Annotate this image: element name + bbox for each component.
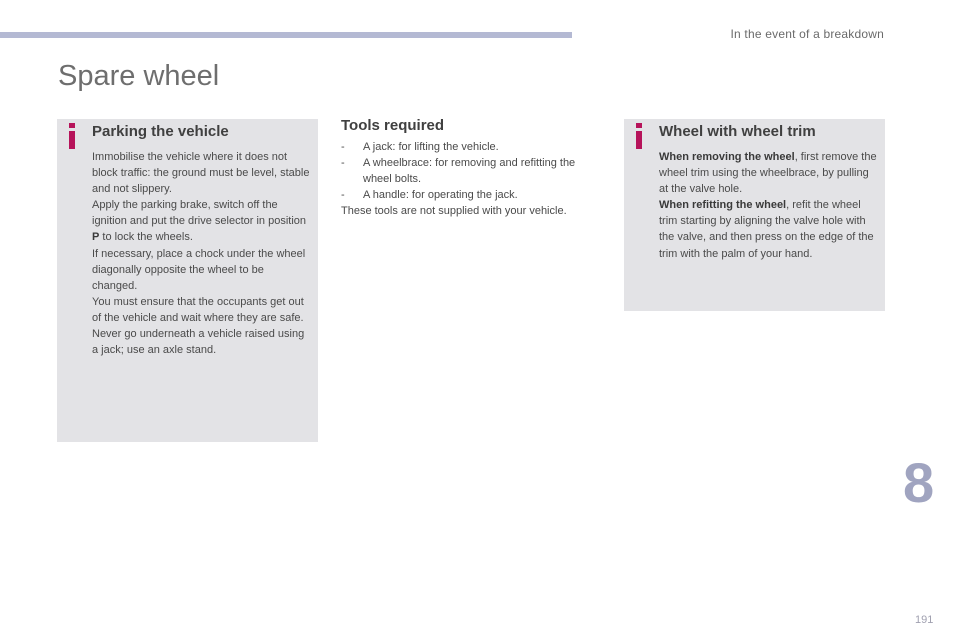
wheel-trim-heading: Wheel with wheel trim — [659, 123, 816, 140]
wheel-trim-info-panel — [624, 119, 885, 311]
wheel-trim-paragraph — [659, 197, 879, 261]
list-dash: - — [341, 157, 345, 170]
tools-list — [341, 139, 606, 203]
wheel-trim-paragraph — [659, 149, 879, 197]
parking-body — [92, 149, 312, 358]
wheel-trim-body — [659, 149, 879, 262]
list-dash: - — [341, 189, 345, 202]
tools-body — [341, 139, 606, 219]
page-title: Spare wheel — [58, 60, 220, 92]
list-dash: - — [341, 141, 345, 153]
list-item-text: A wheelbrace: for removing and refitting the wheel bolts. — [363, 157, 576, 186]
page-number: 191 — [915, 614, 934, 626]
list-item — [341, 187, 606, 203]
wheel-trim-text: , first remove the wheel trim using the wheelbrace, by pulling at the valve hole. — [659, 151, 877, 196]
tools-section — [341, 117, 606, 219]
parking-paragraph: If necessary, place a chock under the wheel diagonally opposite the wheel to be changed. — [92, 247, 306, 292]
tools-heading: Tools required — [341, 117, 445, 134]
refitting-label: When refitting the wheel — [659, 199, 787, 212]
section-header: In the event of a breakdown — [730, 27, 884, 41]
list-item-text: A handle: for operating the jack. — [363, 189, 518, 202]
parking-text: Apply the parking brake, switch off the ignition and put the drive selector in position — [92, 199, 307, 228]
removing-label: When removing the wheel — [659, 151, 795, 163]
info-icon — [65, 121, 79, 151]
parking-text: to lock the wheels. — [99, 231, 193, 244]
parking-heading: Parking the vehicle — [92, 123, 229, 140]
wheel-trim-text: , refit the wheel trim starting by aligning the valve hole with the valve, and then press on the edge of the trim with the palm of your hand. — [659, 199, 874, 260]
drive-position-label: P — [92, 231, 100, 244]
list-item — [341, 139, 606, 155]
chapter-number: 8 — [903, 451, 935, 514]
parking-paragraph: You must ensure that the occupants get out of the vehicle and wait where they are safe. — [92, 295, 304, 324]
parking-paragraph: Immobilise the vehicle where it does not block traffic: the ground must be level, stable and not slippery. — [92, 151, 310, 196]
parking-paragraph — [92, 197, 312, 245]
info-icon — [632, 121, 646, 151]
parking-paragraph: Never go underneath a vehicle raised using a jack; use an axle stand. — [92, 328, 305, 357]
list-item — [341, 155, 606, 187]
list-item-text: A jack: for lifting the vehicle. — [363, 141, 499, 153]
tools-note: These tools are not supplied with your vehicle. — [341, 205, 567, 218]
header-accent-bar — [0, 32, 572, 38]
parking-info-panel — [57, 119, 318, 442]
